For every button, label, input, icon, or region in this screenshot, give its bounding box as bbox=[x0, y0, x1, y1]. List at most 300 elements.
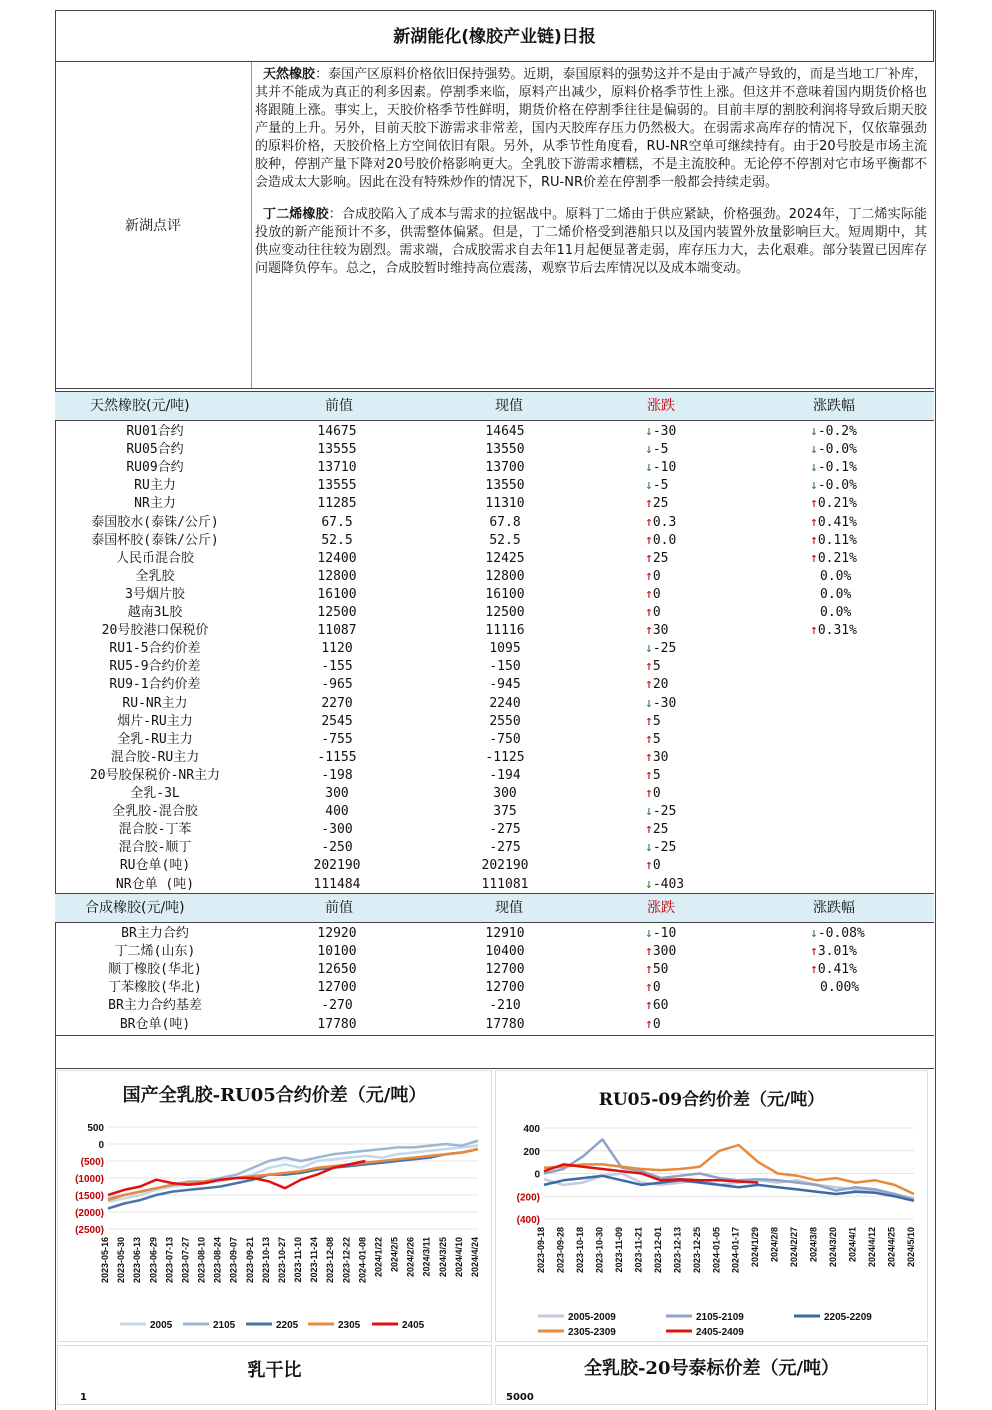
row-change-value: 0 bbox=[652, 605, 661, 620]
row-prev-value: -155 bbox=[321, 659, 353, 675]
commentary-label: 新湖点评 bbox=[55, 62, 252, 388]
row-current-value: 111081 bbox=[481, 876, 529, 892]
x-tick-label: 2023-11-24 bbox=[309, 1237, 320, 1283]
row-current-value: 13550 bbox=[485, 478, 525, 494]
y-tick-label: (2500) bbox=[75, 1225, 104, 1236]
x-tick-label: 2023-06-13 bbox=[132, 1237, 143, 1284]
row-prev-value: 12800 bbox=[317, 568, 357, 584]
y-tick-label: 1 bbox=[80, 1392, 87, 1403]
y-tick-label: 5000 bbox=[506, 1392, 534, 1403]
row-name: RU-NR主力 bbox=[122, 695, 188, 711]
arrow-up-icon: ↑ bbox=[645, 998, 653, 1014]
row-name: BR主力合约基差 bbox=[108, 998, 202, 1014]
row-prev-value: 11087 bbox=[317, 623, 357, 639]
arrow-up-icon: ↑ bbox=[810, 532, 818, 548]
x-tick-label: 2023-05-16 bbox=[100, 1237, 110, 1284]
x-tick-label: 2024/4/12 bbox=[867, 1227, 878, 1268]
legend-label: 2005-2009 bbox=[568, 1312, 616, 1323]
row-change-value: 0.0 bbox=[652, 532, 677, 548]
chart-plot bbox=[58, 1071, 493, 1343]
x-tick-label: 2023-10-13 bbox=[260, 1237, 271, 1284]
row-name: NR主力 bbox=[134, 496, 176, 512]
row-current-value: 2240 bbox=[489, 695, 521, 711]
row-prev-value: -1155 bbox=[317, 749, 357, 765]
row-change-value: 50 bbox=[652, 962, 669, 978]
arrow-up-icon: ↑ bbox=[645, 786, 653, 801]
row-current-value: -150 bbox=[489, 659, 521, 675]
nr-commentary-heading: 天然橡胶 bbox=[263, 67, 316, 82]
table-row bbox=[55, 1016, 934, 1034]
arrow-up-icon: ↑ bbox=[645, 496, 653, 512]
row-name: BR主力合约 bbox=[121, 926, 189, 941]
arrow-down-icon: ↓ bbox=[810, 460, 818, 476]
table-row bbox=[55, 550, 934, 568]
x-tick-label: 2024/1/22 bbox=[373, 1237, 384, 1278]
row-change bbox=[645, 979, 661, 997]
table-row bbox=[55, 961, 934, 979]
row-change-pct-value: 0.00% bbox=[820, 980, 860, 996]
row-current-value: -945 bbox=[489, 677, 521, 693]
commentary-text bbox=[255, 66, 927, 292]
y-tick-label: (400) bbox=[516, 1215, 540, 1226]
x-tick-label: 2024/1/29 bbox=[750, 1227, 761, 1268]
table-row bbox=[55, 514, 934, 532]
legend-label: 2105 bbox=[213, 1320, 236, 1331]
row-change bbox=[645, 423, 676, 441]
row-name: 丁苯橡胶(华北) bbox=[108, 980, 202, 996]
divider bbox=[55, 1035, 934, 1036]
row-change-pct bbox=[810, 441, 857, 459]
row-name: RU05合约 bbox=[126, 442, 184, 458]
y-tick-label: (2000) bbox=[75, 1208, 104, 1219]
y-tick-label: 200 bbox=[523, 1146, 540, 1158]
row-prev-value: 1120 bbox=[321, 641, 353, 657]
row-change bbox=[645, 803, 676, 821]
row-name: RU主力 bbox=[134, 478, 176, 494]
arrow-down-icon: ↓ bbox=[645, 840, 653, 856]
arrow-down-icon: ↓ bbox=[645, 424, 653, 439]
row-change-value: -30 bbox=[652, 695, 677, 711]
row-name: 泰国杯胶(泰铢/公斤) bbox=[91, 532, 219, 548]
x-tick-label: 2024/3/25 bbox=[437, 1237, 448, 1278]
table-row bbox=[55, 821, 934, 839]
arrow-up-icon: ↑ bbox=[810, 944, 818, 960]
x-tick-label: 2023-09-18 bbox=[536, 1227, 546, 1274]
row-prev-value: 13710 bbox=[317, 460, 357, 476]
row-current-value: -750 bbox=[489, 731, 521, 747]
x-tick-label: 2024/4/24 bbox=[470, 1237, 480, 1278]
arrow-down-icon: ↓ bbox=[645, 876, 653, 892]
sr-header-chg: 涨跌 bbox=[647, 900, 675, 916]
row-prev-value: 13555 bbox=[317, 478, 357, 494]
x-tick-label: 2023-09-07 bbox=[228, 1237, 239, 1284]
br-commentary-body: ：合成胶陷入了成本与需求的拉锯战中。原料丁二烯由于供应紧缺，价格强劲。2024年，丁二烯实际能投放的新产能预计不多，供需整体偏紧。但是，丁二烯价格受到港船只以及国内装置外放量影响巨大。短周期中，其供应变动往往较为剧烈。需求端，合成胶需求自去年11月起便显著走弱，库存压力大，去化艰难。部分装置已因库存问题降负停车。总之，合成胶暂时维持高位震荡，观察节后去库情况以及成本端变动。 bbox=[255, 207, 927, 276]
row-name: 混合胶-顺丁 bbox=[118, 840, 192, 856]
row-change-pct bbox=[810, 943, 857, 961]
x-tick-label: 2024/4/25 bbox=[886, 1227, 897, 1268]
row-change bbox=[645, 695, 676, 713]
row-prev-value: -198 bbox=[321, 767, 353, 783]
row-prev-value: 300 bbox=[325, 786, 349, 801]
sr-header-pct: 涨跌幅 bbox=[813, 900, 855, 916]
x-tick-label: 2024/2/27 bbox=[789, 1227, 800, 1268]
x-tick-label: 2023-11-09 bbox=[613, 1227, 624, 1273]
table-row bbox=[55, 749, 934, 767]
row-prev-value: 12920 bbox=[317, 926, 357, 941]
row-change-value: 30 bbox=[652, 623, 669, 639]
row-change bbox=[645, 925, 676, 943]
table-row bbox=[55, 925, 934, 943]
x-tick-label: 2024/3/8 bbox=[808, 1227, 819, 1263]
row-change-pct-value: 0.21% bbox=[817, 496, 857, 512]
y-tick-label: (200) bbox=[516, 1192, 540, 1204]
arrow-down-icon: ↓ bbox=[810, 424, 818, 439]
row-prev-value: -755 bbox=[321, 731, 353, 747]
row-change-value: -25 bbox=[652, 641, 677, 657]
x-tick-label: 2023-07-13 bbox=[164, 1237, 175, 1284]
legend-label: 2005 bbox=[150, 1320, 173, 1331]
arrow-down-icon: ↓ bbox=[645, 460, 653, 476]
row-change bbox=[645, 586, 661, 604]
x-tick-label: 2023-09-21 bbox=[244, 1237, 255, 1284]
table-row bbox=[55, 604, 934, 622]
row-name: 全乳胶 bbox=[135, 568, 175, 584]
y-tick-label: (1000) bbox=[75, 1174, 104, 1185]
row-current-value: 12700 bbox=[485, 962, 525, 978]
row-current-value: 14645 bbox=[485, 424, 525, 439]
row-current-value: -275 bbox=[489, 840, 521, 856]
row-name: 全乳-3L bbox=[130, 786, 180, 801]
row-change-pct-value: 0.0% bbox=[820, 605, 852, 620]
row-prev-value: 11285 bbox=[317, 496, 357, 512]
row-change bbox=[645, 839, 676, 857]
x-tick-label: 2024/2/5 bbox=[389, 1237, 400, 1273]
row-change-value: -10 bbox=[652, 460, 677, 476]
row-name: NR仓单 (吨) bbox=[115, 876, 195, 892]
row-change-value: 25 bbox=[652, 550, 669, 566]
arrow-up-icon: ↑ bbox=[645, 605, 653, 620]
chart-rss-str20-spread bbox=[495, 1345, 928, 1405]
x-tick-label: 2024/4/10 bbox=[453, 1237, 464, 1278]
row-change bbox=[645, 997, 668, 1015]
row-change-pct-value: 3.01% bbox=[817, 944, 857, 960]
row-change-pct-value: 0.21% bbox=[817, 550, 857, 566]
row-prev-value: -300 bbox=[321, 822, 353, 838]
arrow-up-icon: ↑ bbox=[645, 980, 653, 996]
row-change-pct bbox=[810, 622, 857, 640]
chart-title: 乳干比 bbox=[247, 1360, 302, 1381]
nr-header-prev: 前值 bbox=[325, 398, 353, 414]
table-row bbox=[55, 477, 934, 495]
x-tick-label: 2023-10-27 bbox=[276, 1237, 287, 1284]
x-tick-label: 2023-12-25 bbox=[691, 1227, 702, 1274]
nr-header-cur: 现值 bbox=[495, 398, 523, 414]
arrow-down-icon: ↓ bbox=[810, 442, 818, 458]
row-change bbox=[645, 459, 676, 477]
row-change-value: 60 bbox=[652, 998, 669, 1014]
row-current-value: 202190 bbox=[481, 858, 529, 874]
row-change bbox=[645, 441, 668, 459]
y-tick-label: (500) bbox=[80, 1157, 104, 1168]
row-current-value: 13550 bbox=[485, 442, 525, 458]
row-prev-value: 12650 bbox=[317, 962, 357, 978]
row-change bbox=[645, 495, 668, 513]
table-row bbox=[55, 767, 934, 785]
row-change-value: 30 bbox=[652, 749, 669, 765]
arrow-down-icon: ↓ bbox=[645, 478, 653, 494]
arrow-up-icon: ↑ bbox=[810, 623, 818, 639]
row-change-pct bbox=[810, 514, 857, 532]
table-row bbox=[55, 459, 934, 477]
row-change-pct-value: 0.11% bbox=[817, 532, 857, 548]
row-prev-value: 202190 bbox=[313, 858, 361, 874]
row-current-value: 375 bbox=[493, 804, 517, 820]
table-row bbox=[55, 695, 934, 713]
row-change-pct-value: 0.31% bbox=[817, 623, 857, 639]
table-row bbox=[55, 876, 934, 894]
row-prev-value: -965 bbox=[321, 677, 353, 693]
row-current-value: 11310 bbox=[485, 496, 525, 512]
row-current-value: 16100 bbox=[485, 586, 525, 602]
table-row bbox=[55, 676, 934, 694]
arrow-up-icon: ↑ bbox=[645, 568, 653, 584]
row-current-value: 12800 bbox=[485, 568, 525, 584]
table-row bbox=[55, 839, 934, 857]
arrow-down-icon: ↓ bbox=[645, 804, 653, 820]
row-name: BR仓单(吨) bbox=[119, 1016, 191, 1032]
arrow-up-icon: ↑ bbox=[645, 586, 653, 602]
br-commentary bbox=[255, 206, 927, 278]
legend-label: 2205-2209 bbox=[824, 1312, 872, 1323]
row-change-pct-value: -0.2% bbox=[817, 424, 857, 439]
arrow-up-icon: ↑ bbox=[810, 962, 818, 978]
row-change-value: -403 bbox=[652, 876, 685, 892]
table-row bbox=[55, 441, 934, 459]
table-row bbox=[55, 658, 934, 676]
arrow-up-icon: ↑ bbox=[645, 1016, 653, 1032]
row-change bbox=[645, 1016, 661, 1034]
sr-header-cur: 现值 bbox=[495, 900, 523, 916]
row-change-value: 5 bbox=[652, 713, 661, 729]
table-row bbox=[55, 979, 934, 997]
row-name: 20号胶港口保税价 bbox=[101, 623, 209, 639]
row-prev-value: 13555 bbox=[317, 442, 357, 458]
legend-label: 2405 bbox=[402, 1320, 425, 1331]
row-change-pct bbox=[810, 925, 865, 943]
row-change-value: 5 bbox=[652, 659, 661, 675]
row-change-value: 0 bbox=[652, 858, 661, 874]
nr-header-chg: 涨跌 bbox=[647, 398, 675, 414]
row-change bbox=[645, 821, 668, 839]
chart-plot bbox=[496, 1071, 929, 1343]
row-change bbox=[645, 857, 661, 875]
row-change bbox=[645, 477, 668, 495]
series-line-2105 bbox=[108, 1141, 478, 1199]
row-change bbox=[645, 785, 661, 803]
arrow-down-icon: ↓ bbox=[645, 641, 653, 657]
x-tick-label: 2023-06-29 bbox=[148, 1237, 159, 1284]
row-name: 3号烟片胶 bbox=[125, 586, 185, 602]
row-change-value: -30 bbox=[652, 424, 677, 439]
arrow-up-icon: ↑ bbox=[810, 514, 818, 530]
row-name: RU09合约 bbox=[126, 460, 184, 476]
x-tick-label: 2023-12-01 bbox=[652, 1227, 663, 1274]
x-tick-label: 2023-11-10 bbox=[293, 1237, 304, 1283]
row-current-value: 2550 bbox=[489, 713, 521, 729]
arrow-up-icon: ↑ bbox=[645, 677, 653, 693]
row-change bbox=[645, 604, 661, 622]
row-change bbox=[645, 550, 668, 568]
row-name: 全乳-RU主力 bbox=[117, 731, 193, 747]
row-change-pct-value: -0.08% bbox=[817, 926, 865, 941]
row-name: RU仓单(吨) bbox=[119, 858, 191, 874]
row-change bbox=[645, 532, 676, 550]
legend-label: 2305 bbox=[338, 1320, 361, 1331]
row-current-value: 1095 bbox=[489, 641, 521, 657]
x-tick-label: 2023-08-24 bbox=[212, 1237, 223, 1284]
row-current-value: -1125 bbox=[485, 749, 525, 765]
arrow-down-icon: ↓ bbox=[645, 695, 653, 711]
row-change-value: 0.3 bbox=[652, 514, 677, 530]
arrow-up-icon: ↑ bbox=[810, 550, 818, 566]
arrow-up-icon: ↑ bbox=[645, 731, 653, 747]
row-change-value: 0 bbox=[652, 786, 661, 801]
arrow-up-icon: ↑ bbox=[645, 944, 653, 960]
row-current-value: 11116 bbox=[485, 623, 525, 639]
row-prev-value: -250 bbox=[321, 840, 353, 856]
row-name: 混合胶-RU主力 bbox=[110, 749, 200, 765]
legend-label: 2305-2309 bbox=[568, 1327, 616, 1338]
arrow-up-icon: ↑ bbox=[645, 962, 653, 978]
table-row bbox=[55, 857, 934, 875]
table-row bbox=[55, 423, 934, 441]
row-change bbox=[645, 640, 676, 658]
legend-label: 2205 bbox=[276, 1320, 299, 1331]
row-change-value: 20 bbox=[652, 677, 669, 693]
row-change-value: -25 bbox=[652, 804, 677, 820]
row-current-value: 17780 bbox=[485, 1016, 525, 1032]
arrow-down-icon: ↓ bbox=[810, 478, 818, 494]
row-name: 20号胶保税价-NR主力 bbox=[89, 767, 221, 783]
x-tick-label: 2023-12-08 bbox=[325, 1237, 336, 1284]
row-change-value: -25 bbox=[652, 840, 677, 856]
row-change-value: 25 bbox=[652, 496, 669, 512]
row-prev-value: 2545 bbox=[321, 713, 353, 729]
row-prev-value: 10100 bbox=[317, 944, 357, 960]
chart-title: 国产全乳胶-RU05合约价差（元/吨） bbox=[122, 1085, 427, 1106]
arrow-up-icon: ↑ bbox=[645, 514, 653, 530]
table-row bbox=[55, 785, 934, 803]
row-change-pct-value: 0.41% bbox=[817, 514, 857, 530]
x-tick-label: 2023-05-30 bbox=[116, 1237, 127, 1284]
row-change-pct bbox=[810, 550, 857, 568]
row-change-value: -10 bbox=[652, 926, 677, 941]
row-change-pct-value: -0.0% bbox=[817, 442, 857, 458]
row-change-pct bbox=[820, 586, 851, 604]
row-prev-value: 12700 bbox=[317, 980, 357, 996]
row-prev-value: 12500 bbox=[317, 605, 357, 620]
arrow-down-icon: ↓ bbox=[645, 442, 653, 458]
row-change bbox=[645, 943, 676, 961]
nr-table-header bbox=[55, 391, 934, 421]
row-change-pct-value: -0.0% bbox=[817, 478, 857, 494]
y-tick-label: 400 bbox=[523, 1124, 540, 1135]
row-prev-value: 16100 bbox=[317, 586, 357, 602]
sr-header-prev: 前值 bbox=[325, 900, 353, 916]
table-row bbox=[55, 622, 934, 640]
x-tick-label: 2023-07-27 bbox=[180, 1237, 191, 1284]
row-change-value: 0 bbox=[652, 568, 661, 584]
row-name: 全乳胶-混合胶 bbox=[112, 804, 198, 820]
row-change-pct bbox=[810, 423, 857, 441]
row-change-pct-value: 0.41% bbox=[817, 962, 857, 978]
row-change-value: 25 bbox=[652, 822, 669, 838]
row-name: 丁二烯(山东) bbox=[114, 944, 196, 960]
row-name: RU5-9合约价差 bbox=[109, 659, 201, 675]
nr-commentary-body: ：泰国产区原料价格依旧保持强势。近期，泰国原料的强势这并不是由于减产导致的，而是当地工厂补库，其并不能成为真正的利多因素。停割季来临，原料产出减少，原料价格季节性上涨。但这并不意味着国内期货价格也将跟随上涨。事实上，天胶价格季节性鲜明，期货价格在停割季往往是偏弱的。目前丰厚的割胶利润将导致后期天胶产量的上升。另外，目前天胶下游需求非常差，国内天胶库存压力仍然极大。在弱需求高库存的情况下，仅依靠强劲的原料价格，天胶价格上方空间依旧有限。另外，从季节性角度看，RU-NR空单可继续持有。由于20号胶是市场主流胶种，停割产量下降对20号胶价格影响更大。全乳胶下游需求糟糕，不是主流胶种。无论停不停割对它市场平衡都不会造成太大影响。因此在没有特殊炒作的情况下，RU-NR价差在停割季一般都会持续走弱。 bbox=[255, 67, 927, 190]
arrow-up-icon: ↑ bbox=[645, 858, 653, 874]
arrow-up-icon: ↑ bbox=[645, 550, 653, 566]
x-tick-label: 2023-09-28 bbox=[555, 1227, 566, 1274]
row-current-value: 300 bbox=[493, 786, 517, 801]
table-row bbox=[55, 495, 934, 513]
arrow-up-icon: ↑ bbox=[645, 623, 653, 639]
row-name: 越南3L胶 bbox=[127, 605, 183, 620]
y-tick-label: 0 bbox=[98, 1140, 104, 1151]
sr-header-name: 合成橡胶(元/吨) bbox=[85, 900, 185, 916]
row-change-value: -5 bbox=[652, 442, 669, 458]
row-change bbox=[645, 767, 661, 785]
row-change-pct bbox=[820, 604, 851, 622]
table-row bbox=[55, 997, 934, 1015]
x-tick-label: 2024-01-08 bbox=[357, 1237, 368, 1284]
row-name: 泰国胶水(泰铢/公斤) bbox=[91, 514, 219, 530]
row-prev-value: 2270 bbox=[321, 695, 353, 711]
row-change-value: 0 bbox=[652, 586, 661, 602]
row-name: 混合胶-丁苯 bbox=[118, 822, 192, 838]
arrow-up-icon: ↑ bbox=[645, 659, 653, 675]
nr-header-name: 天然橡胶(元/吨) bbox=[90, 398, 190, 414]
legend-label: 2105-2109 bbox=[696, 1312, 744, 1323]
row-change bbox=[645, 713, 661, 731]
row-current-value: 13700 bbox=[485, 460, 525, 476]
table-row bbox=[55, 532, 934, 550]
chart-title: RU05-09合约价差（元/吨） bbox=[598, 1090, 825, 1110]
row-change bbox=[645, 658, 661, 676]
row-change-pct bbox=[810, 477, 857, 495]
table-row bbox=[55, 943, 934, 961]
table-row bbox=[55, 586, 934, 604]
row-change bbox=[645, 676, 668, 694]
y-tick-label: (1500) bbox=[75, 1191, 104, 1202]
row-prev-value: -270 bbox=[321, 998, 353, 1014]
row-current-value: 12500 bbox=[485, 605, 525, 620]
y-tick-label: 500 bbox=[87, 1123, 104, 1134]
row-current-value: 10400 bbox=[485, 944, 525, 960]
row-change-value: 5 bbox=[652, 767, 661, 783]
row-change bbox=[645, 731, 661, 749]
row-change bbox=[645, 876, 684, 894]
arrow-up-icon: ↑ bbox=[645, 713, 653, 729]
row-prev-value: 400 bbox=[325, 804, 349, 820]
row-change-pct bbox=[810, 495, 857, 513]
x-tick-label: 2023-08-10 bbox=[196, 1237, 207, 1284]
row-change bbox=[645, 622, 668, 640]
arrow-down-icon: ↓ bbox=[645, 926, 653, 941]
sr-table-header bbox=[55, 893, 934, 923]
x-tick-label: 2023-10-18 bbox=[574, 1227, 585, 1274]
x-tick-label: 2024-01-17 bbox=[730, 1227, 741, 1274]
